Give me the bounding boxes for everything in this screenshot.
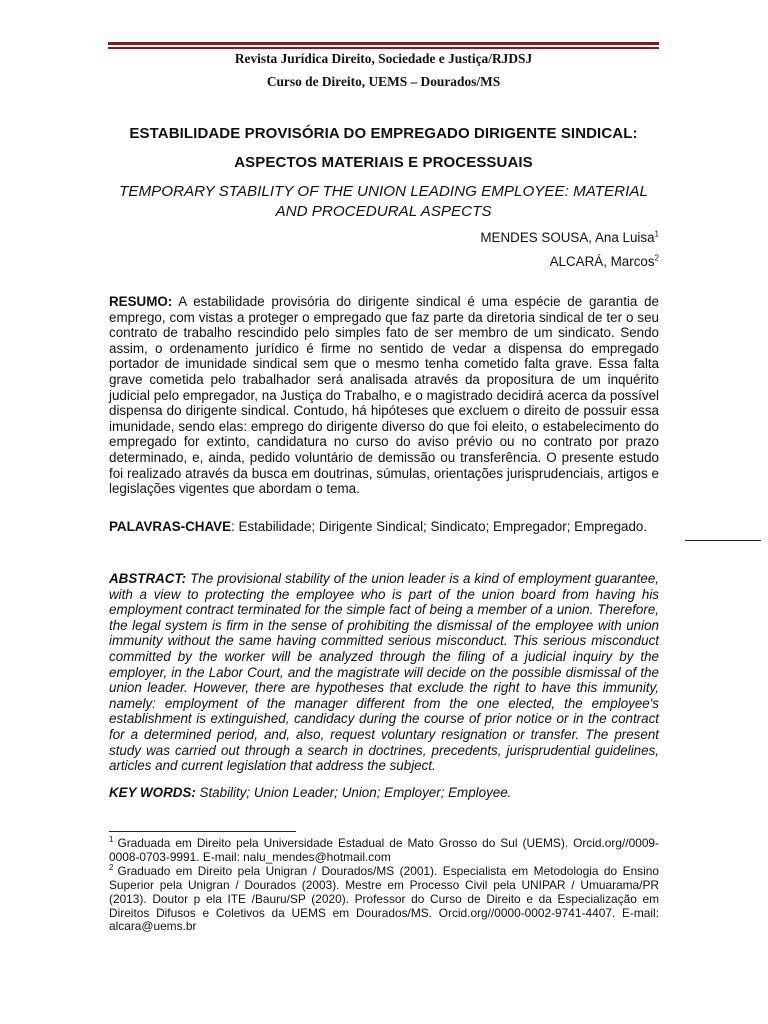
author-name: MENDES SOUSA, Ana Luisa — [480, 230, 655, 245]
article-title-en: TEMPORARY STABILITY OF THE UNION LEADING EMPLOYEE: MATERIAL AND PROCEDURAL ASPECTS — [119, 183, 648, 220]
header-rule — [108, 42, 659, 49]
palavras-chave-label: PALAVRAS-CHAVE — [109, 519, 232, 534]
journal-title: Revista Jurídica Direito, Sociedade e Justiça/RJDSJ — [234, 51, 533, 66]
footnote-separator — [109, 831, 296, 832]
resumo-paragraph — [109, 294, 659, 497]
abstract-text: The provisional stability of the union leader is a kind of employment guarantee, with a view to protecting the employee who is part of the union board from having his employment contract terminated for the simple fact of being a member of a union. Therefore, the legal system is firm in the sense of prohibiting the dismissal of the employee with union immunity without the same having committed serious misconduct. This serious misconduct committed by the worker will be analyzed through the filing of a judicial inquiry by the employer, in the Labor Court, and the magistrate will decide on the possible dismissal of the union leader. However, there are hypotheses that exclude the right to have this immunity, namely: employment of the manager different from the one elected, the employee's establishment is extinguished, candidacy during the course of prior notice or in the contract for a determined period, and, also, request voluntary resignation or transfer. The present study was carried out through a search in doctrines, precedents, jurisprudential guidelines, articles and current legislation that address the subject. — [109, 571, 659, 774]
footnotes — [109, 837, 659, 934]
resumo-text: A estabilidade provisória do dirigente sindical é uma espécie de garantia de emprego, com vistas a proteger o empregado que faz parte da diretoria sindical de ter o seu contrato de trabalho rescindido pelo simples fato de ser membro de um sindicato. Sendo assim, o ordenamento jurídico é firme no sentido de vedar a dispensa do empregado portador de imunidade sindical sem que o mesmo tenha cometido falta grave. Essa falta grave cometida pelo trabalhador será analisada através da propositura de um inquérito judicial pelo empregador, na Justiça do Trabalho, e o magistrado decidirá acerca da possível dispensa do dirigente sindical. Contudo, há hipóteses que excluem o direito de possuir essa imunidade, sendo elas: emprego do dirigente diverso do que foi eleito, o estabelecimento do empregado for extinto, candidatura no curso do aviso prévio ou no contrato por prazo determinado, e, ainda, pedido voluntário de demissão ou transferência. O presente estudo foi realizado através da busca em doutrinas, súmulas, orientações jurisprudenciais, artigos e legislações vigentes que abordam o tema. — [109, 294, 659, 497]
author-1 — [480, 230, 659, 245]
resumo-label: RESUMO: — [109, 294, 173, 309]
abstract-label: ABSTRACT: — [109, 571, 187, 586]
keywords-text: Stability; Union Leader; Union; Employer; Employee. — [195, 785, 512, 800]
footnote-1 — [109, 837, 659, 865]
footnote-2 — [109, 862, 659, 935]
footnote-number: 1 — [109, 835, 114, 845]
footnote-text: Graduada em Direito pela Universidade Estadual de Mato Grosso do Sul (UEMS). Orcid.org//0009-0008-0703-9991. E-mail: nalu_mendes@hotmail.com — [109, 836, 659, 864]
author-name: ALCARÁ, Marcos — [549, 254, 655, 269]
palavras-chave-paragraph — [109, 519, 659, 535]
article-title-pt: ESTABILIDADE PROVISÓRIA DO EMPREGADO DIRIGENTE SINDICAL: ASPECTOS MATERIAIS E PROCESSUAIS — [129, 125, 638, 171]
abstract-paragraph — [109, 571, 659, 774]
footnote-mark: 1 — [654, 229, 659, 239]
keywords-paragraph — [109, 785, 659, 801]
palavras-chave-text: : Estabilidade; Dirigente Sindical; Sindicato; Empregador; Empregado. — [231, 519, 648, 534]
keywords-label: KEY WORDS: — [109, 785, 196, 800]
author-2 — [550, 254, 659, 269]
footnote-mark: 2 — [654, 253, 659, 263]
margin-line — [685, 540, 761, 541]
footnote-text: Graduado em Direito pela Unigran / Dourados/MS (2001). Especialista em Metodologia do Ensino Superior pela Unigran / Dourados (2003). Mestre em Processo Civil pela UNIPAR / Umuarama/PR (2013). Doutor p ela ITE /Bauru/SP (2020). Professor do Curso de Direito e da Especialização em Direitos Difusos e Coletivos da UEMS em Dourados/MS. Orcid.org//0000-0002-9741-4407. E-mail: alcara@uems.br — [109, 863, 659, 934]
footnote-number: 2 — [109, 862, 114, 872]
journal-course: Curso de Direito, UEMS – Dourados/MS — [266, 74, 501, 89]
